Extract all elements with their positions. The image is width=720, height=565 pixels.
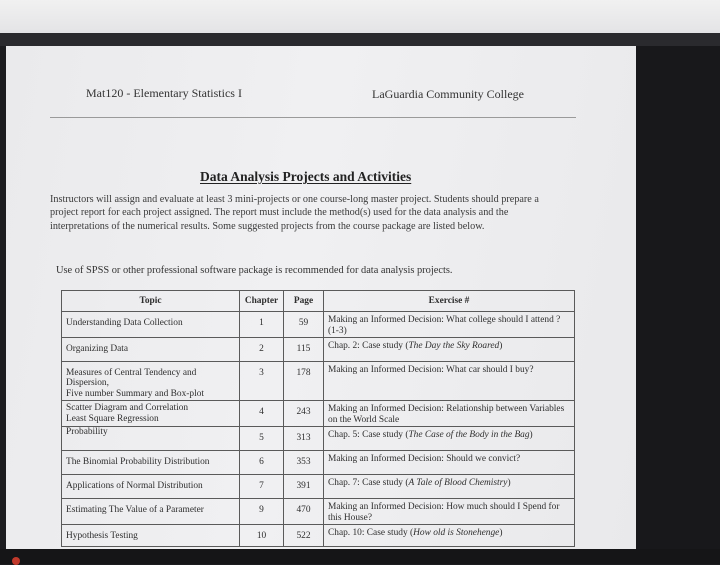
page-cell: 243 — [284, 400, 324, 426]
exercise-header: Exercise # — [324, 291, 575, 312]
screen-bottom-strip — [0, 549, 720, 564]
window-gap — [0, 33, 720, 46]
page-cell: 313 — [284, 426, 324, 450]
table-row — [62, 450, 575, 474]
table-header-row — [62, 291, 575, 312]
exercise-cell: Making an Informed Decision: Should we convict? — [324, 450, 575, 474]
table-row — [62, 474, 575, 498]
college-header: LaGuardia Community College — [372, 87, 524, 101]
exercise-cell: Chap. 10: Case study (How old is Stonehenge) — [324, 524, 575, 546]
exercise-cell: Making an Informed Decision: What car should I buy? — [324, 361, 575, 400]
table-row — [62, 361, 575, 400]
exercise-cell: Making an Informed Decision: What college should I attend ?(1-3) — [324, 312, 575, 338]
topic-cell: Scatter Diagram and Correlation Least Square Regression — [62, 400, 240, 426]
chapter-cell: 9 — [240, 498, 284, 524]
topic-cell: Estimating The Value of a Parameter — [62, 498, 240, 524]
table-row — [62, 312, 575, 338]
page-cell: 353 — [284, 450, 324, 474]
chapter-cell: 10 — [240, 524, 284, 546]
header-divider — [50, 117, 576, 118]
chapter-cell: 6 — [240, 450, 284, 474]
topic-cell: Probability — [62, 426, 240, 450]
chapter-cell: 1 — [240, 312, 284, 338]
page-header: Page — [284, 291, 324, 312]
exercise-cell: Chap. 5: Case study (The Case of the Body in the Bag) — [324, 426, 575, 450]
table-row — [62, 498, 575, 524]
browser-top-strip — [0, 0, 720, 33]
page-cell: 59 — [284, 312, 324, 338]
table-row — [62, 524, 575, 546]
projects-table — [61, 290, 575, 547]
chapter-cell: 7 — [240, 474, 284, 498]
page-cell: 470 — [284, 498, 324, 524]
chapter-cell: 4 — [240, 400, 284, 426]
topic-cell: Applications of Normal Distribution — [62, 474, 240, 498]
page-cell: 391 — [284, 474, 324, 498]
table-row — [62, 400, 575, 426]
exercise-cell: Chap. 2: Case study (The Day the Sky Roared) — [324, 337, 575, 361]
page-cell: 115 — [284, 337, 324, 361]
topic-cell: The Binomial Probability Distribution — [62, 450, 240, 474]
software-note: Use of SPSS or other professional software package is recommended for data analysis projects. — [56, 265, 453, 276]
page-cell: 178 — [284, 361, 324, 400]
topic-header: Topic — [62, 291, 240, 312]
chapter-cell: 2 — [240, 337, 284, 361]
page-cell: 522 — [284, 524, 324, 546]
exercise-cell: Making an Informed Decision: Relationship between Variables on the World Scale — [324, 400, 575, 426]
document-page — [6, 46, 636, 549]
topic-cell: Measures of Central Tendency and Dispersion, Five number Summary and Box-plot — [62, 361, 240, 400]
chapter-cell: 5 — [240, 426, 284, 450]
topic-cell: Hypothesis Testing — [62, 524, 240, 546]
topic-cell: Organizing Data — [62, 337, 240, 361]
topic-cell: Understanding Data Collection — [62, 312, 240, 338]
table-row — [62, 337, 575, 361]
page-shadow-edge — [636, 46, 720, 549]
exercise-cell: Making an Informed Decision: How much should I Spend for this House? — [324, 498, 575, 524]
page-title: Data Analysis Projects and Activities — [200, 169, 412, 184]
intro-paragraph: Instructors will assign and evaluate at least 3 mini-projects or one course-long master project. Students should prepare a project report for each project assigned. The report must include the method(s) used for the data analysis and the interpretations of the numerical results. Some suggested projects from the course package are listed below. — [50, 194, 539, 232]
course-header: Mat120 - Elementary Statistics I — [86, 86, 242, 100]
table-row — [62, 426, 575, 450]
chapter-header: Chapter — [240, 291, 284, 312]
chapter-cell: 3 — [240, 361, 284, 400]
exercise-cell: Chap. 7: Case study (A Tale of Blood Chemistry) — [324, 474, 575, 498]
